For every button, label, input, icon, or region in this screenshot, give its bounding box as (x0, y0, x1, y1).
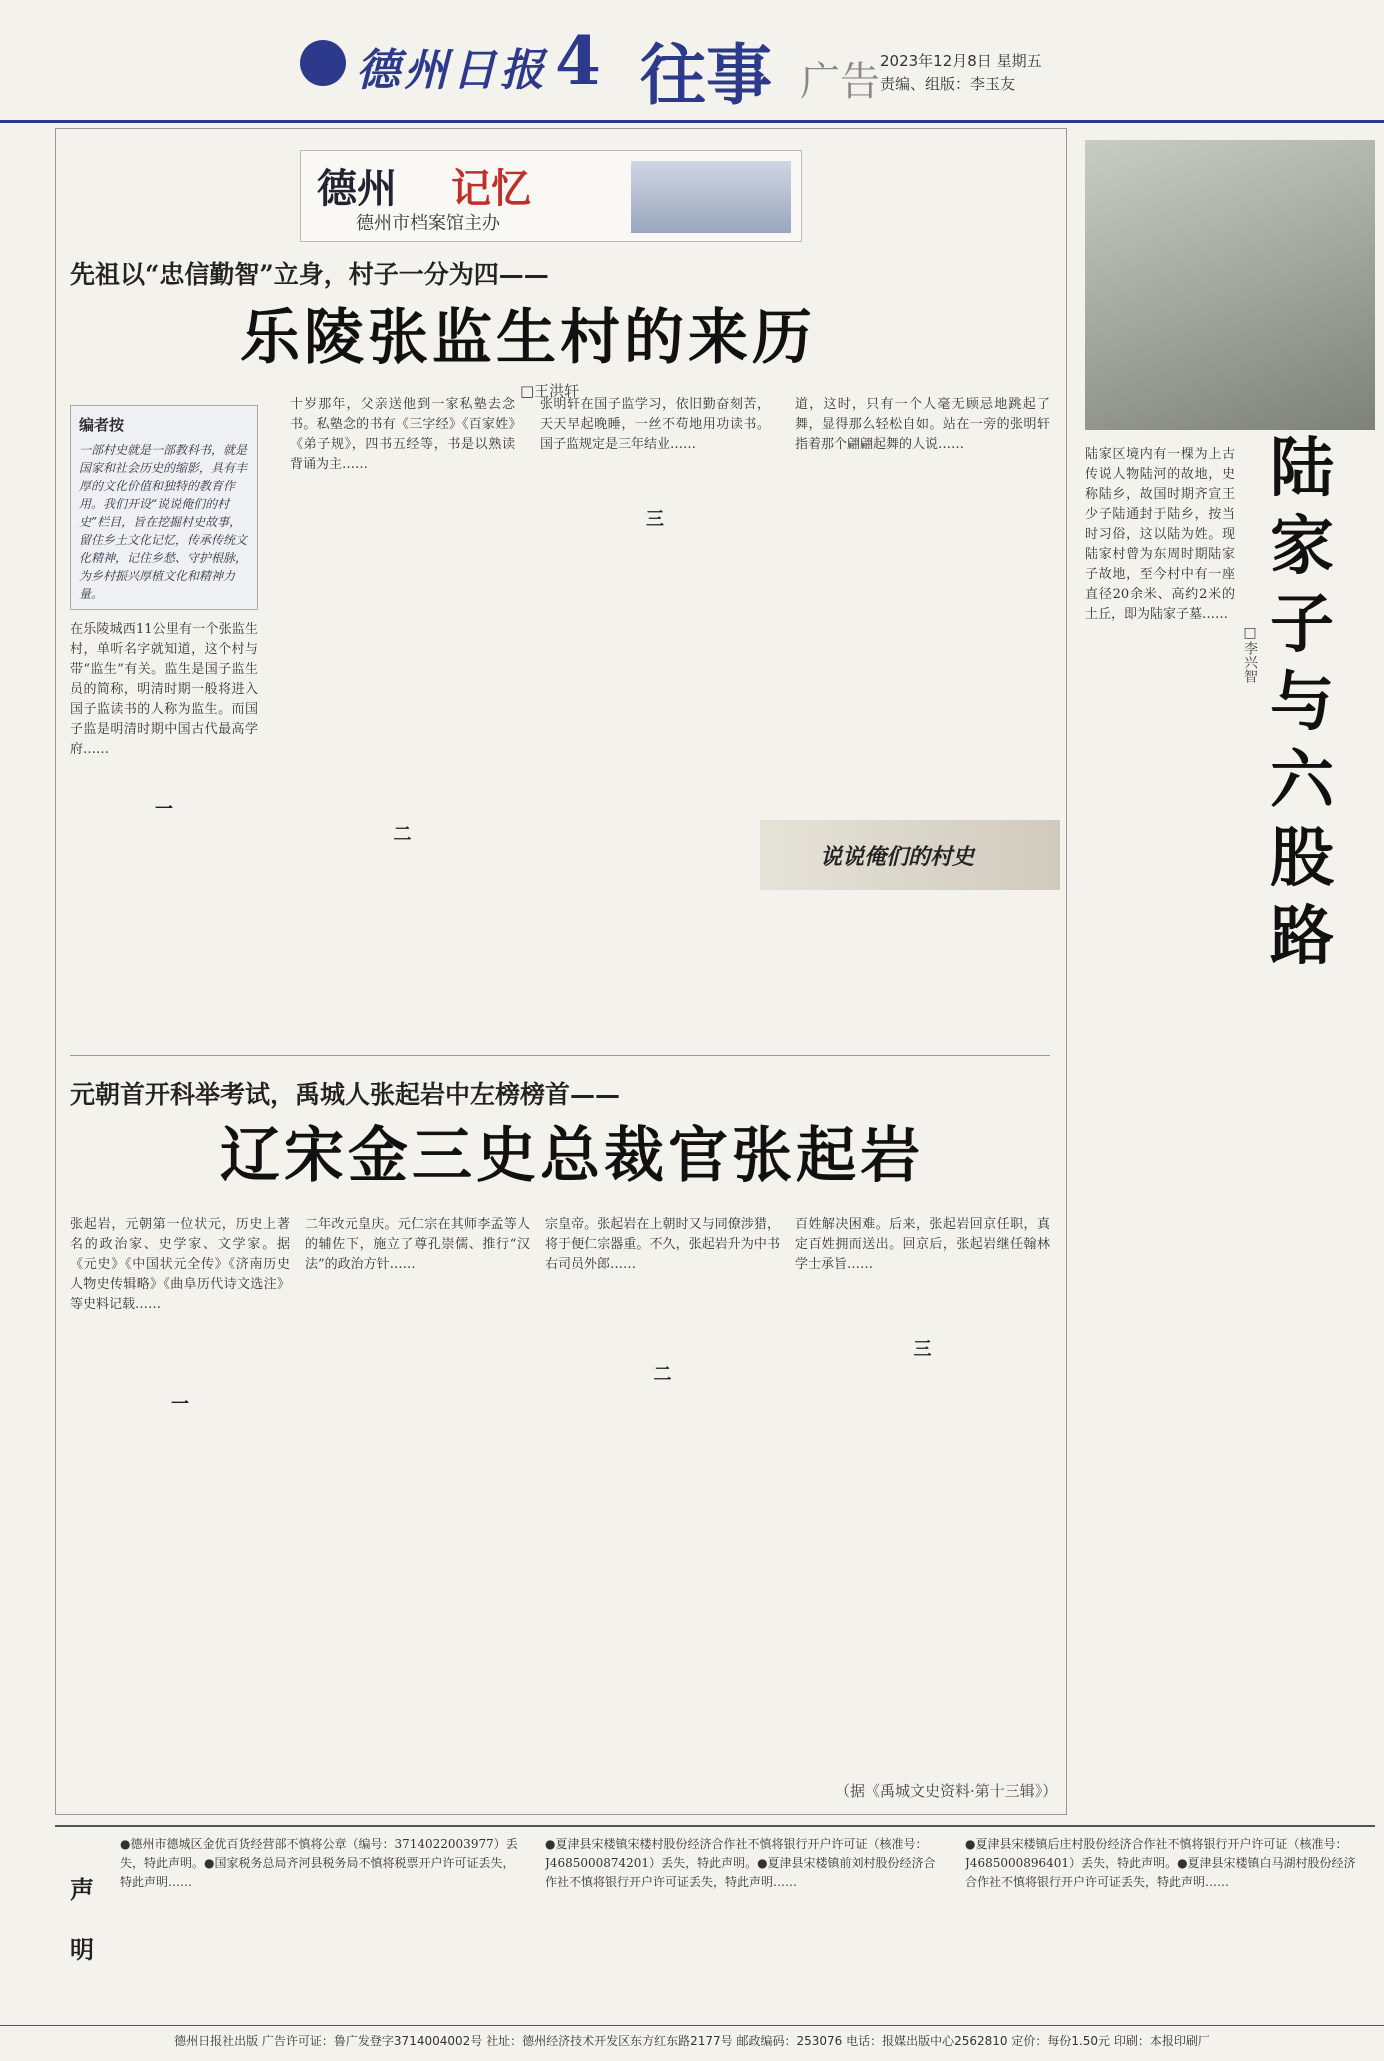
dolmen-photo (1085, 140, 1375, 430)
page-number: 4 (555, 22, 601, 100)
article2-col2: 二年改元皇庆。元仁宗在其师李孟等人的辅佐下，施立了尊孔崇儒、推行“汉法”的政治方针…… (305, 1217, 530, 1272)
footer-imprint: 德州日报社出版 广告许可证：鲁广发登字3714004002号 社址：德州经济技术开发区东方红东路2177号 邮政编码：253076 电话：报媒出版中心2562810 定价：每份1.50元 印刷：本报印刷厂 (0, 2025, 1384, 2055)
editor-note-title: 编者按 (79, 416, 125, 434)
paper-logo-icon (300, 40, 346, 86)
banner-subtitle: 德州市档案馆主办 (356, 213, 500, 234)
right-article-byline: □李兴智 (1242, 625, 1258, 683)
editor-note (70, 405, 258, 610)
village-history-banner (760, 820, 1060, 890)
article2-kicker: 元朝首开科举考试，禹城人张起岩中左榜榜首—— (70, 1080, 621, 1109)
article1-kicker: 先祖以“忠信勤智”立身，村子一分为四—— (70, 260, 549, 289)
banner-title-b: 记忆 (451, 165, 531, 212)
date-line: 2023年12月8日 星期五 (880, 52, 1042, 70)
ad-label: 广告 (800, 59, 880, 105)
right-article-body: 陆家区境内有一棵为上古传说人物陆河的故地，史称陆乡，故国时期齐宣王少子陆通封于陆乡，按当时习俗，这以陆为姓。现陆家村曾为东周时期陆家子故地，至今村中有一座直径20余米、高约2米的土丘，即为陆家子墓…… (1085, 447, 1235, 622)
notice-col2: ●夏津县宋楼镇宋楼村股份经济合作社不慎将银行开户许可证（核准号：J4685000874201）丢失，特此声明。●夏津县宋楼镇前刘村股份经济合作社不慎将银行开户许可证丢失，特此声明…… (545, 1837, 936, 1889)
article2-col4: 百姓解决困难。后来，张起岩回京任职，真定百姓拥而送出。回京后，张起岩继任翰林学士承旨…… (795, 1217, 1050, 1272)
paper-name: 德州日报 (356, 45, 548, 96)
notice-col3: ●夏津县宋楼镇后庄村股份经济合作社不慎将银行开户许可证（核准号：J4685000896401）丢失，特此声明。●夏津县宋楼镇白马湖村股份经济合作社不慎将银行开户许可证丢失，特此声明…… (965, 1837, 1356, 1889)
right-article-title: 陆家子与六股路 (1270, 431, 1334, 974)
article2-section-3: 三 (913, 1339, 932, 1360)
article2-col1: 张起岩，元朝第一位状元，历史上著名的政治家、史学家、文学家。据《元史》《中国状元全传》《济南历史人物史传辑略》《曲阜历代诗文选注》等史料记载…… (70, 1217, 290, 1312)
article2-headline: 辽宋金三史总裁官张起岩 (220, 1121, 924, 1191)
article2-source: （据《禹城文史资料·第十三辑》） (835, 1782, 1058, 1800)
editor-line: 责编、组版：李玉友 (880, 75, 1016, 93)
notice-label: 声明 (70, 1875, 94, 1964)
article1-col2: 十岁那年，父亲送他到一家私塾去念书。私塾念的书有《三字经》《百家姓》《弟子规》，四书五经等，书是以熟读背诵为主…… (290, 397, 515, 472)
article1-col1: 在乐陵城西11公里有一个张监生村，单听名字就知道，这个村与带“监生”有关。监生是国子监生员的简称，明清时期一般将进入国子监读书的人称为监生。而国子监是明清时期中国古代最高学府…… (70, 622, 258, 757)
masthead (0, 0, 1384, 123)
article1-col4: 道，这时，只有一个人毫无顾忌地跳起了舞，显得那么轻松自如。站在一旁的张明轩指着那个翩翩起舞的人说…… (795, 397, 1050, 452)
article1-section-3: 三 (646, 509, 664, 530)
article1-section-1: 一 (155, 799, 173, 820)
village-history-label: 说说俺们的村史 (820, 844, 975, 870)
article1-col3: 张明轩在国子监学习，依旧勤奋刻苦，天天早起晚睡，一丝不苟地用功读书。国子监规定是三年结业…… (540, 397, 770, 452)
banner-title-a: 德州 (317, 165, 397, 212)
article-divider (70, 1055, 1050, 1056)
article2-col3: 宗皇帝。张起岩在上朝时又与同僚涉猎，将于便仁宗器重。不久，张起岩升为中书右司员外郎…… (545, 1217, 780, 1272)
dezhou-memory-banner (300, 150, 802, 242)
notice-col1: ●德州市德城区金优百货经营部不慎将公章（编号：3714022003977）丢失，特此声明。●国家税务总局齐河县税务局不慎将税票开户许可证丢失，特此声明…… (120, 1837, 518, 1889)
section-title: 往事 (640, 36, 772, 114)
article1-headline: 乐陵张监生村的来历 (240, 303, 816, 373)
article2-section-2: 二 (653, 1364, 672, 1385)
editor-note-body: 一部村史就是一部教科书，就是国家和社会历史的缩影，具有丰厚的文化价值和独特的教育作用。我们开设“说说俺们的村史”栏目，旨在挖掘村史故事，留住乡土文化记忆，传承传统文化精神，记住乡愁、守护根脉，为乡村振兴厚植文化和精神力量。 (79, 443, 248, 601)
article1-section-2: 二 (393, 824, 412, 845)
banner-image (631, 161, 791, 233)
article1-byline: □王洪轩 (520, 382, 580, 400)
article2-section-1: 一 (171, 1394, 189, 1415)
